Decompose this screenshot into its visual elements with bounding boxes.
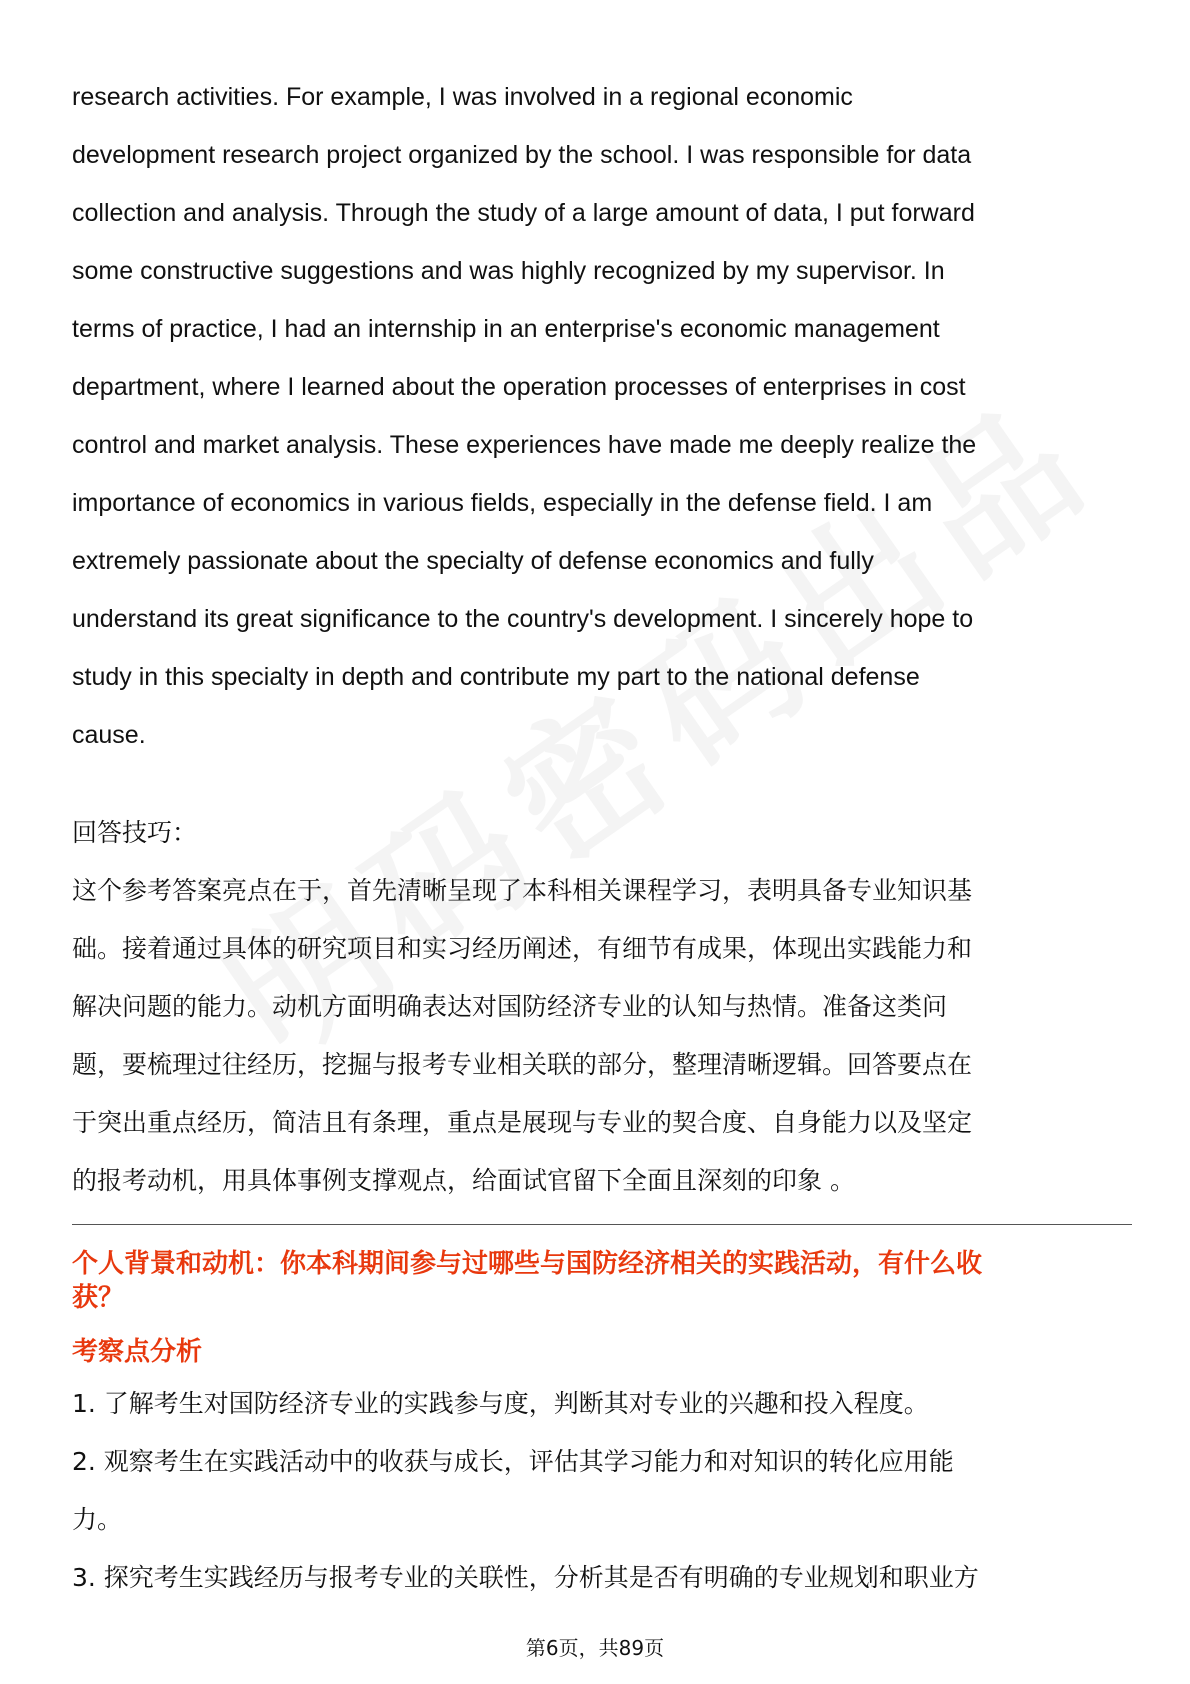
analysis-list <box>72 1375 1132 1607</box>
english-answer-paragraph: research activities. For example, I was involved in a regional economic development research project organized by the school. I was responsible for data collection and analysis. Through the study of a large amount of data, I put forward some constructive suggestions and was highly recognized by my supervisor. In terms of practice, I had an internship in an enterprise's economic management department, where I learned about the operation processes of enterprises in cost control and market analysis. These experiences have made me deeply realize the importance of economics in various fields, especially in the defense field. I am extremely passionate about the specialty of defense economics and fully understand its great significance to the country's development. I sincerely hope to study in this specialty in depth and contribute my part to the national defense cause. <box>72 83 977 749</box>
question-heading: 个人背景和动机：你本科期间参与过哪些与国防经济相关的实践活动，有什么收 获？ <box>72 1249 983 1313</box>
document-body <box>72 68 1132 1607</box>
analysis-title: 考察点分析 <box>72 1337 203 1367</box>
tips-paragraph: 这个参考答案亮点在于，首先清晰呈现了本科相关课程学习，表明具备专业知识基 础。接着通过具体的研究项目和实习经历阐述，有细节有成果，体现出实践能力和 解决问题的能力。动机方面明确表达对国防经济专业的认知与热情。准备这类问 题，要梳理过往经历，挖掘与报考专业相关联的部分，整理清晰逻辑。回答要点在 于突出重点经历，简洁且有条理，重点是展现与专业的契合度、自身能力以及坚定 的报考动机，用具体事例支撑观点，给面试官留下全面且深刻的印象 。 <box>72 876 973 1195</box>
list-item: 2. 观察考生在实践活动中的收获与成长，评估其学习能力和对知识的转化应用能 力。 <box>72 1447 954 1534</box>
list-item: 3. 探究考生实践经历与报考专业的关联性，分析其是否有明确的专业规划和职业方 <box>72 1563 979 1592</box>
section-divider <box>72 1224 1132 1225</box>
tips-label: 回答技巧： <box>72 818 198 847</box>
page-footer: 第6页，共89页 <box>525 1636 665 1660</box>
list-item: 1. 了解考生对国防经济专业的实践参与度，判断其对专业的兴趣和投入程度。 <box>72 1389 929 1418</box>
